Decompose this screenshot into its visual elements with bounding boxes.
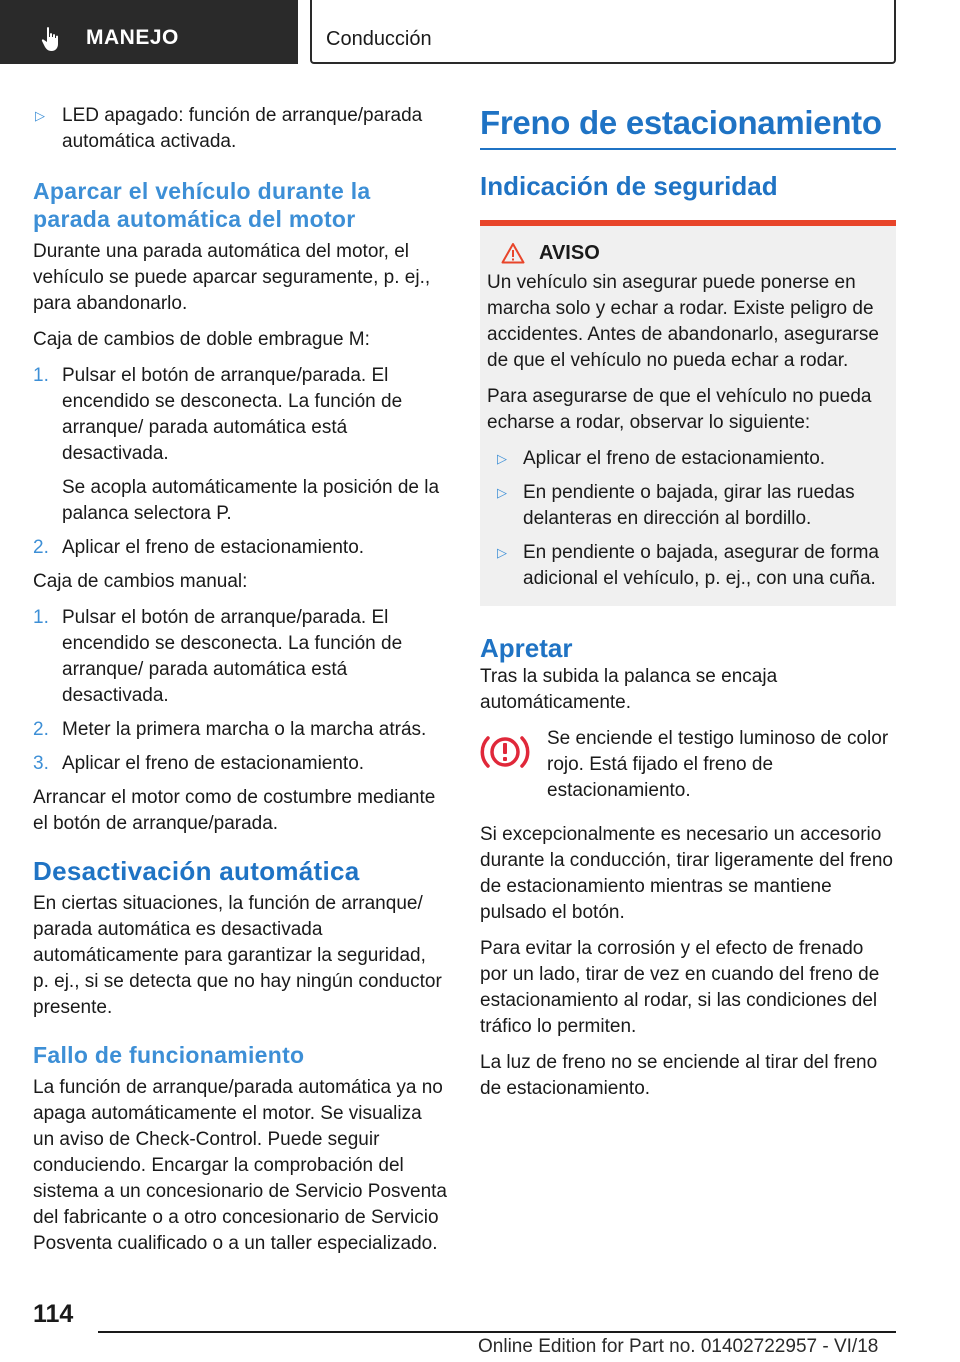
list-item — [33, 717, 447, 743]
step-subtext: Se acopla automáticamente la posición de la palanca selectora P. — [62, 477, 440, 524]
section-heading-auto-off: Desactivación automática — [33, 856, 360, 886]
list-item — [487, 540, 888, 592]
step-text: Aplicar el freno de estacionamiento. — [62, 753, 365, 774]
list-item — [33, 605, 447, 709]
parking-brake-warning-icon — [480, 732, 530, 772]
step-number: 1. — [33, 365, 49, 386]
step-text: Pulsar el botón de arranque/parada. El encendido se desconecta. La función de arranque/ parada automática está desactivada. — [62, 365, 403, 464]
paragraph: Tras la subida la palanca se encaja automáticamente. — [480, 666, 778, 713]
section-heading-park: Aparcar el vehículo durante la parada automática del motor — [33, 178, 371, 232]
paragraph: Caja de cambios de doble embrague M: — [33, 329, 370, 350]
paragraph: Caja de cambios manual: — [33, 571, 248, 592]
list-item — [33, 535, 447, 561]
chapter-tab — [310, 0, 896, 64]
list-item-text: En pendiente o bajada, asegurar de forma adicional el vehículo, p. ej., con una cuña. — [523, 542, 879, 589]
step-number: 2. — [33, 537, 49, 558]
footer-divider — [98, 1331, 896, 1333]
section-heading-safety: Indicación de seguridad — [480, 171, 778, 201]
paragraph: Arrancar el motor como de costumbre mediante el botón de arranque/parada. — [33, 787, 436, 834]
section-heading-apply: Apretar — [480, 633, 573, 663]
list-item — [487, 480, 888, 532]
list-item-text: En pendiente o bajada, girar las ruedas delanteras en dirección al bordillo. — [523, 482, 855, 529]
section-label: MANEJO — [86, 26, 179, 49]
triangle-bullet-icon: ▷ — [497, 545, 507, 560]
step-number: 3. — [33, 753, 49, 774]
warning-triangle-icon — [501, 242, 525, 264]
page-title: Freno de estacionamiento — [480, 103, 896, 150]
paragraph: Si excepcionalmente es necesario un accesorio durante la conducción, tirar ligeramente del freno de estacionamiento mientras se mantiene pulsado el botón. — [480, 824, 893, 923]
list-item-text: LED apagado: función de arranque/parada automática activada. — [62, 105, 423, 152]
paragraph: La luz de freno no se enciende al tirar del freno de estacionamiento. — [480, 1052, 878, 1099]
list-item — [33, 103, 447, 155]
warning-paragraph: Un vehículo sin asegurar puede ponerse en marcha solo y echar a rodar. Existe peligro de accidentes. Antes de abandonarlo, asegurarse de que el vehículo no pueda echar a rodar. — [487, 272, 879, 371]
hand-icon — [40, 26, 66, 52]
footer-edition: Online Edition for Part no. 01402722957 - VI/18 — [478, 1336, 879, 1357]
section-heading-malfunction: Fallo de funcionamiento — [33, 1042, 305, 1068]
triangle-bullet-icon: ▷ — [497, 485, 507, 500]
list-item — [33, 751, 447, 777]
warning-title — [487, 240, 888, 266]
paragraph: La función de arranque/parada automática ya no apaga automáticamente el motor. Se visualiza un aviso de Check-Control. Puede seguir conduciendo. Encargar la comprobación del sistema a un concesionario de Servicio Posventa del fabricante o a otro concesionario de Servicio Posventa cualificado o a un taller especializado. — [33, 1077, 448, 1254]
section-tab — [0, 0, 298, 64]
paragraph: Para evitar la corrosión y el efecto de frenado por un lado, tirar de vez en cuando del freno de estacionamiento al rodar, si las condiciones del tráfico lo permiten. — [480, 938, 880, 1037]
warning-title-text: AVISO — [539, 242, 600, 264]
chapter-label: Conducción — [326, 28, 432, 50]
step-text: Meter la primera marcha o la marcha atrás. — [62, 719, 427, 740]
left-column — [33, 103, 447, 1267]
triangle-bullet-icon: ▷ — [497, 451, 507, 466]
step-text: Pulsar el botón de arranque/parada. El encendido se desconecta. La función de arranque/ parada automática está desactivada. — [62, 607, 403, 706]
indicator-note — [480, 726, 896, 804]
paragraph: En ciertas situaciones, la función de arranque/ parada automática es desactivada automáticamente para garantizar la seguridad, p. ej., si se detecta que no hay ningún conductor presente. — [33, 893, 442, 1018]
list-item — [487, 446, 888, 472]
step-text: Aplicar el freno de estacionamiento. — [62, 537, 365, 558]
right-column — [480, 103, 896, 1112]
step-number: 2. — [33, 719, 49, 740]
triangle-bullet-icon: ▷ — [35, 108, 45, 123]
warning-paragraph: Para asegurarse de que el vehículo no pueda echarse a rodar, observar lo siguiente: — [487, 386, 872, 433]
list-item — [33, 363, 447, 527]
indicator-text: Se enciende el testigo luminoso de color rojo. Está fijado el freno de estacionamiento. — [547, 728, 889, 801]
step-number: 1. — [33, 607, 49, 628]
list-item-text: Aplicar el freno de estacionamiento. — [523, 448, 826, 469]
page-number: 114 — [33, 1300, 74, 1328]
warning-box — [480, 220, 896, 606]
paragraph: Durante una parada automática del motor, el vehículo se puede aparcar seguramente, p. ej., para abandonarlo. — [33, 241, 431, 314]
